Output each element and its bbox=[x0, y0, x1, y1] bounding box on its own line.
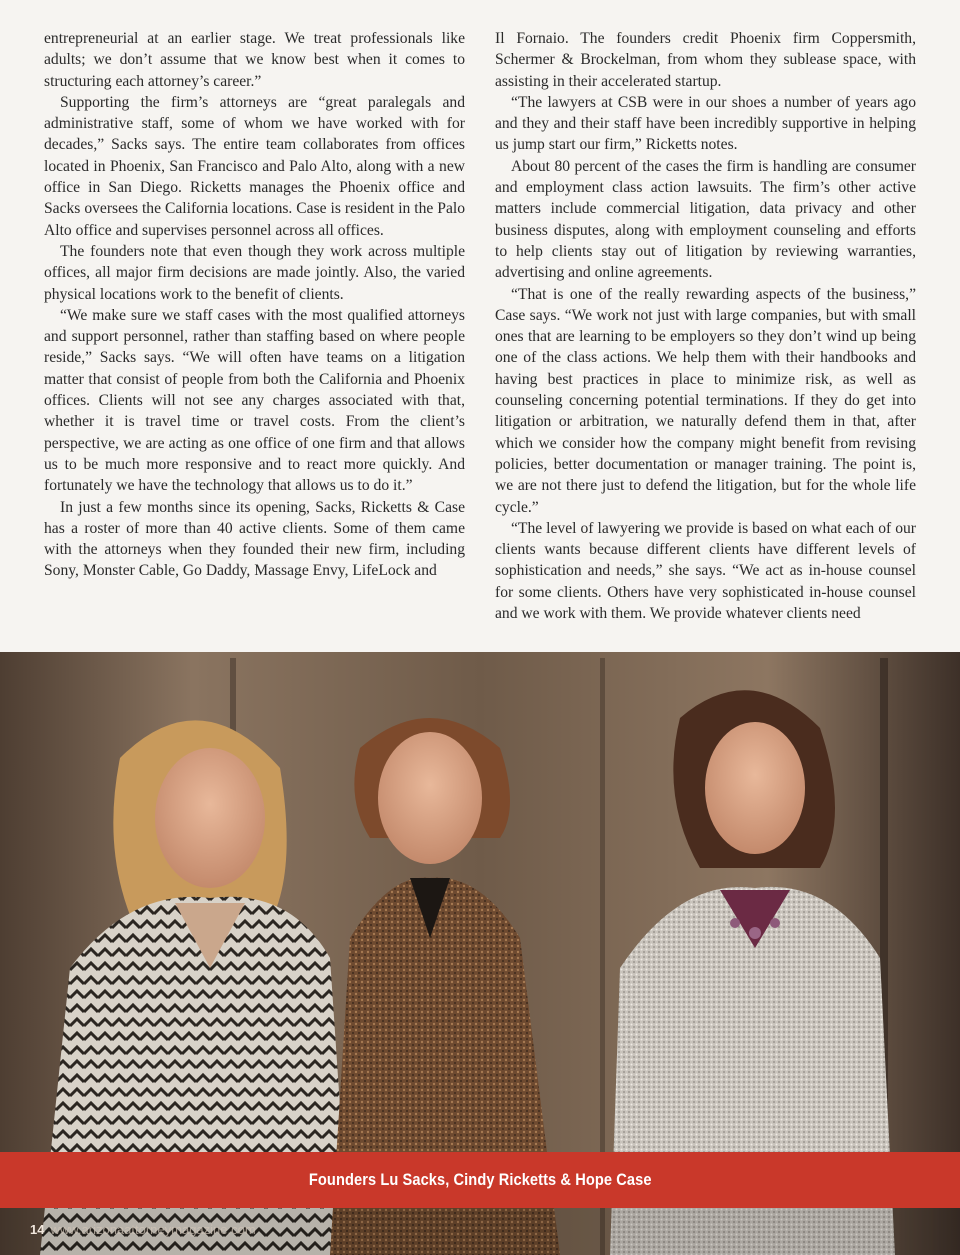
paragraph: “The lawyers at CSB were in our shoes a number of years ago and they and their staff have been incredibly supportive in helping us jump start our firm,” Ricketts notes. bbox=[495, 93, 916, 154]
paragraph: About 80 percent of the cases the firm is handling are consumer and employment class action lawsuits. The firm’s other active matters include commercial litigation, data privacy and other business disputes, along with employment counseling and efforts to help clients stay out of litigation by reviewing warranties, advertising and online agreements. bbox=[495, 157, 916, 282]
paragraph: In just a few months since its opening, Sacks, Ricketts & Case has a roster of more than 40 active clients. Some of them came with the attorneys when they founded their new firm, including Sony, Monster Cable, Go Daddy, Massage Envy, LifeLock and bbox=[44, 498, 465, 580]
photo-caption-bar bbox=[0, 1152, 960, 1208]
article-body bbox=[44, 28, 916, 623]
paragraph: “We make sure we staff cases with the most qualified attorneys and support personnel, rather than staffing based on where people reside,” Sacks says. “We will often have teams on a litigation matter that consist of people from both the California and Phoenix offices. Clients will not see any charges associated with that, whether it is travel time or travel costs. From the client’s perspective, we are acting as one office of one firm and that allows us to be much more responsive and to react more quickly. And fortunately we have the technology that allows us to do it.” bbox=[44, 306, 465, 495]
left-column bbox=[44, 28, 465, 610]
photo-caption: Founders Lu Sacks, Cindy Ricketts & Hope Case bbox=[308, 1170, 652, 1189]
paragraph: Supporting the firm’s attorneys are “great paralegals and administrative staff, some of whom we have worked with for decades,” Sacks says. The entire team collaborates from offices located in Phoenix, San Francisco and Palo Alto, along with a new office in San Diego. Ricketts manages the Phoenix office and Sacks oversees the California locations. Case is resident in the Palo Alto office and supervises personnel across all offices. bbox=[44, 93, 465, 239]
right-column bbox=[495, 28, 916, 623]
page-number: 14 bbox=[30, 1221, 45, 1237]
page-footer bbox=[30, 1219, 256, 1239]
paragraph: entrepreneurial at an earlier stage. We treat professionals like adults; we don’t assume that we know best when it comes to structuring each attorney’s career.” bbox=[44, 30, 465, 90]
paragraph: The founders note that even though they work across multiple offices, all major firm decisions are made jointly. Also, the varied physical locations work to the benefit of clients. bbox=[44, 242, 465, 303]
magazine-url: www.arizonaattorneymagazine.com bbox=[50, 1221, 256, 1237]
paragraph: “That is one of the really rewarding aspects of the business,” Case says. “We work not just with large companies, but with small ones that are learning to be employers so they don’t wind up being one of the class actions. We help them with their handbooks and having best practices in place to minimize risk, as well as counseling concerning potential terminations. If they do get into litigation or arbitration, we naturally defend them in that, after which we consider how the company might benefit from revising policies, better documentation or manager training. The point is, we are not there just to defend the litigation, but for the whole life cycle.” bbox=[495, 285, 916, 516]
paragraph: Il Fornaio. The founders credit Phoenix firm Coppersmith, Schermer & Brockelman, from whom they sublease space, with assisting in their accelerated startup. bbox=[495, 30, 916, 90]
paragraph: “The level of lawyering we provide is based on what each of our clients wants because different clients have different levels of sophistication and needs,” she says. “We act as in-house counsel for some clients. Others have very sophisticated in-house counsel and we work with them. We provide whatever clients need bbox=[495, 519, 916, 623]
